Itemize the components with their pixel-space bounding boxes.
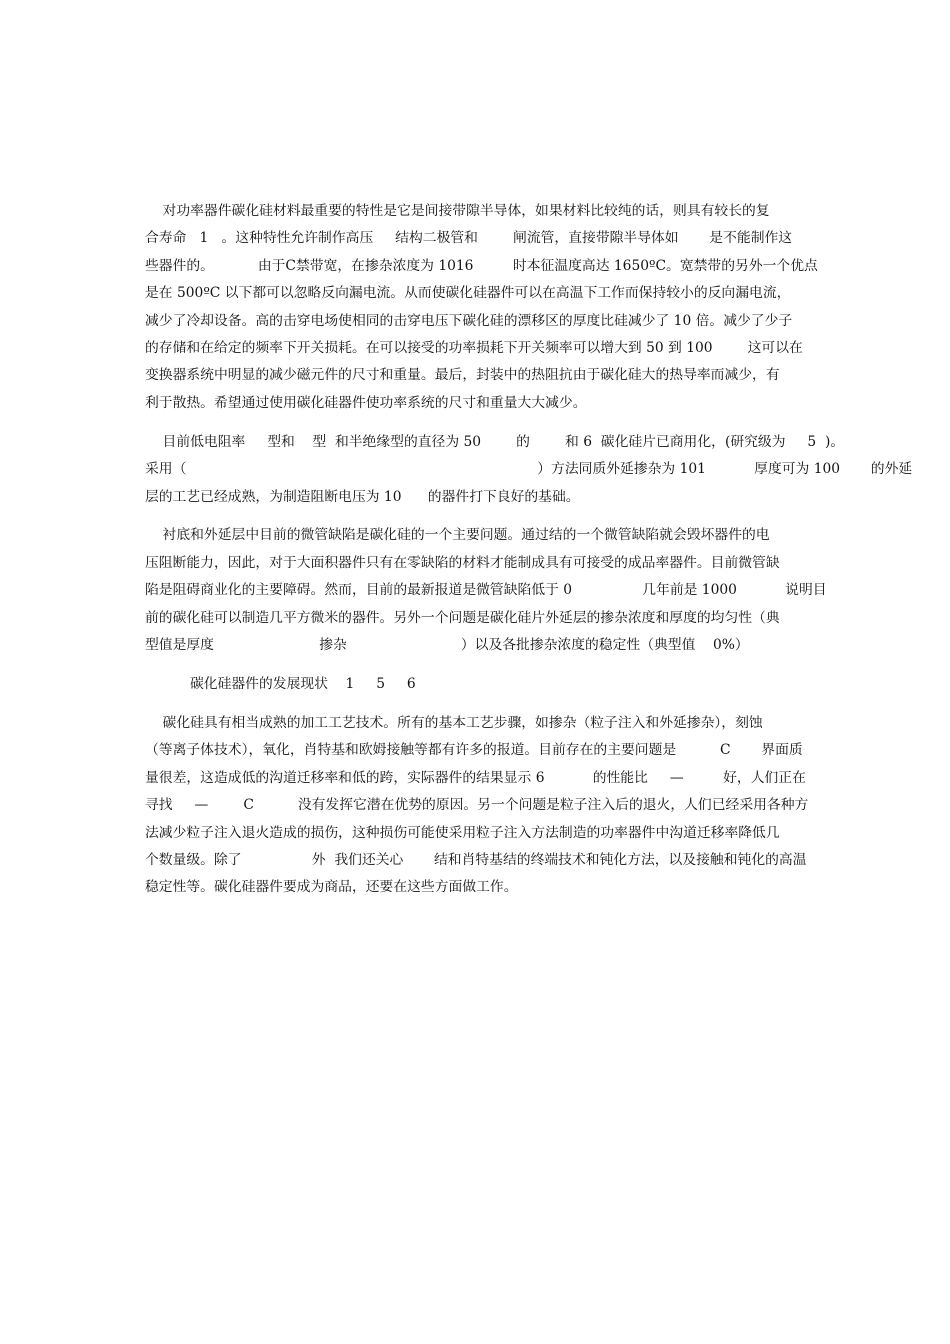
paragraph-gap xyxy=(145,417,809,429)
document-body xyxy=(145,198,913,902)
text-line: 些器件的。 由于C禁带宽，在掺杂浓度为 1016 时本征温度高达 1650ºC。宽禁带的另外一个优点 xyxy=(145,257,818,274)
text-line: 的存储和在给定的频率下开关损耗。在可以接受的功率损耗下开关频率可以增大到 50 到 100 这可以在 xyxy=(145,339,803,356)
section-heading: 碳化硅器件的发展现状 1 5 6 xyxy=(190,676,416,693)
text-line: 采用（ ）方法同质外延掺杂为 101 厚度可为 100 的外延 xyxy=(145,461,913,478)
paragraph-wafer-commercialization xyxy=(145,429,913,511)
text-line: 陷是阻碍商业化的主要障碍。然而，目前的最新报道是微管缺陷低于 0 几年前是 1000 说明目 xyxy=(145,582,827,599)
text-line: 利于散热。希望通过使用碳化硅器件使功率系统的尺寸和重量大大减少。 xyxy=(145,394,587,411)
text-line: 法减少粒子注入退火造成的损伤，这种损伤可能使采用粒子注入方法制造的功率器件中沟道迁移率降低几 xyxy=(145,824,780,841)
text-line: 衬底和外延层中目前的微管缺陷是碳化硅的一个主要问题。通过结的一个微管缺陷就会毁坏器件的电 xyxy=(145,527,770,544)
text-line: 稳定性等。碳化硅器件要成为商品，还要在这些方面做工作。 xyxy=(145,879,518,896)
text-line: 型值是厚度 掺杂 ）以及各批掺杂浓度的稳定性（典型值 0%） xyxy=(145,637,749,654)
text-line: （等离子体技术），氧化，肖特基和欧姆接触等都有许多的报道。目前存在的主要问题是 C 界面质 xyxy=(145,742,803,759)
text-line: 对功率器件碳化硅材料最重要的特性是它是间接带隙半导体，如果材料比较纯的话，则具有较长的复 xyxy=(145,203,770,219)
text-line: 前的碳化硅可以制造几平方微米的器件。另外一个问题是碳化硅片外延层的掺杂浓度和厚度的均匀性（典 xyxy=(145,609,780,626)
text-line: 压阻断能力，因此，对于大面积器件只有在零缺陷的材料才能制成具有可接受的成品率器件。目前微管缺 xyxy=(145,554,780,571)
text-line: 合寿命 1 。这种特性允许制作高压 结构二极管和 闸流管，直接带隙半导体如 是不能制作这 xyxy=(145,230,793,247)
text-line: 目前低电阻率 型和 型 和半绝缘型的直径为 50 的 和 6 碳化硅片已商用化，(研究级为 5 )。 xyxy=(145,433,845,450)
text-line: 个数量级。除了 外 我们还关心 结和肖特基结的终端技术和钝化方法，以及接触和钝化的高温 xyxy=(145,851,807,868)
text-line: 是在 500ºC 以下都可以忽略反向漏电流。从而使碳化硅器件可以在高温下工作而保持较小的反向漏电流， xyxy=(145,285,791,302)
paragraph-gap xyxy=(145,659,809,671)
paragraph-process-technology xyxy=(145,710,809,902)
paragraph-sic-properties xyxy=(145,198,818,417)
text-line: 减少了冷却设备。高的击穿电场使相同的击穿电压下碳化硅的漂移区的厚度比硅减少了 10 倍。减少了少子 xyxy=(145,312,793,329)
text-line: 量很差，这造成低的沟道迁移率和低的跨，实际器件的结果显示 6 的性能比 — 好，人们正在 xyxy=(145,769,806,786)
paragraph-gap xyxy=(145,511,809,523)
text-line: 层的工艺已经成熟，为制造阻断电压为 10 的器件打下良好的基础。 xyxy=(145,488,580,505)
paragraph-gap xyxy=(145,698,809,710)
text-line: 寻找 — C 没有发挥它潜在优势的原因。另一个问题是粒子注入后的退火，人们已经采用各种方 xyxy=(145,797,809,814)
text-line: 碳化硅具有相当成熟的加工工艺技术。所有的基本工艺步骤，如掺杂（粒子注入和外延掺杂），刻蚀 xyxy=(145,715,763,732)
text-line: 变换器系统中明显的减少磁元件的尺寸和重量。最后，封装中的热阻抗由于碳化硅大的热导率而减少，有 xyxy=(145,367,780,384)
paragraph-micropipe-defects xyxy=(145,522,827,659)
